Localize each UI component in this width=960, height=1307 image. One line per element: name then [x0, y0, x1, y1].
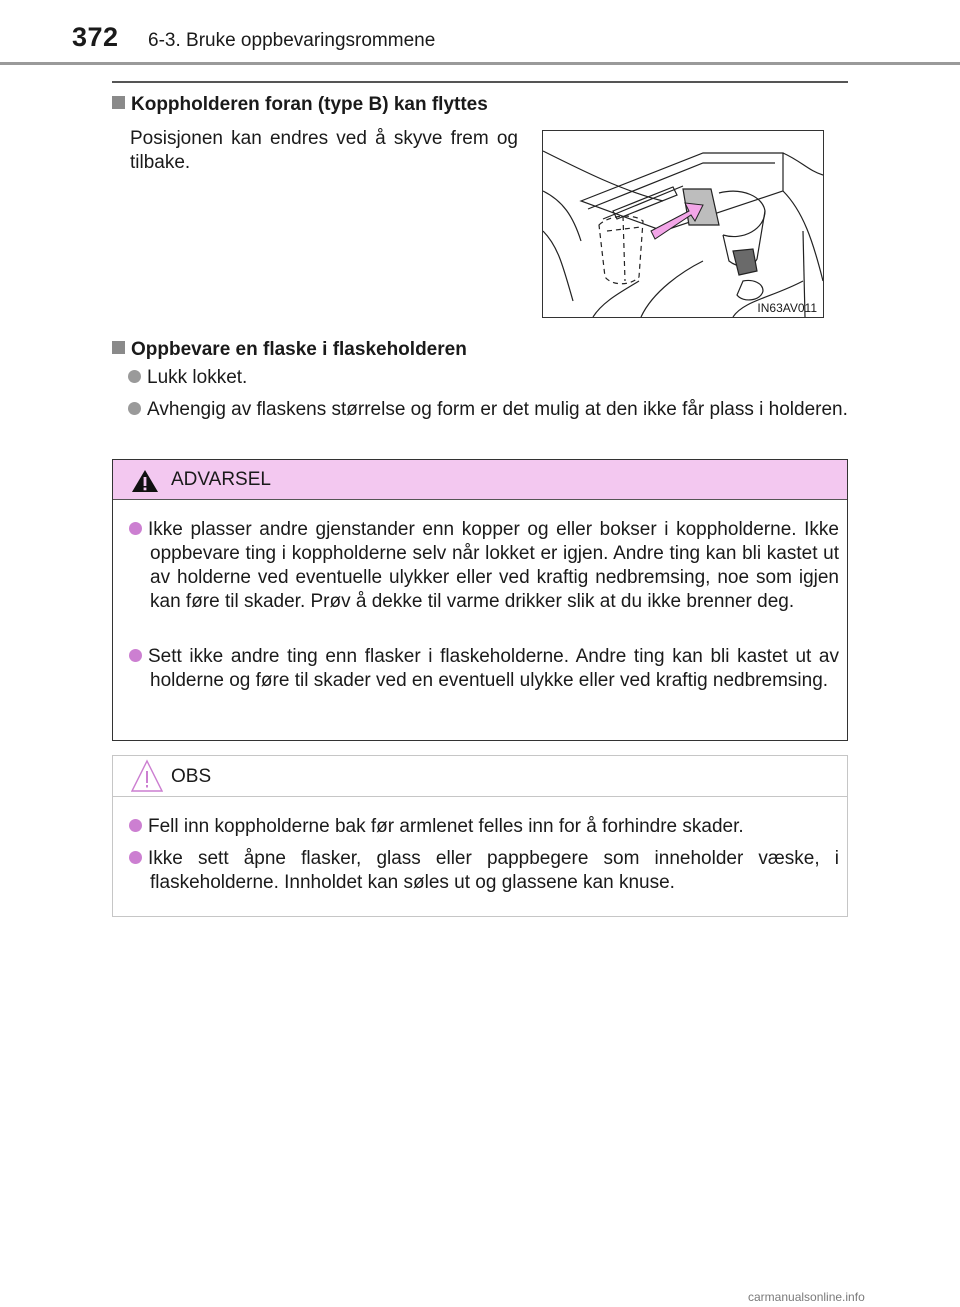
round-bullet-icon: [128, 402, 141, 415]
page-header: [0, 0, 960, 70]
notice-item-text: Fell inn koppholderne bak før armlenet felles inn for å forhindre skader.: [148, 816, 744, 837]
round-bullet-icon: [129, 851, 142, 864]
section1-body: Posisjonen kan endres ved å skyve frem og tilbake.: [130, 128, 518, 173]
figure-code: IN63AV011: [757, 301, 817, 315]
notice-item-2: [129, 847, 839, 895]
section2-bullet-1: [128, 366, 848, 390]
slide-direction-arrow-icon: [651, 203, 703, 239]
warning-item-2: [129, 645, 839, 693]
caution-triangle-outline-icon: [131, 759, 163, 793]
warning-item-text: Sett ikke andre ting enn flasker i flaskeholderne. Andre ting kan bli kastet ut av holderne og føre til skader ved en eventuell ulykke eller ved kraftig nedbremsing.: [148, 646, 839, 691]
warning-triangle-icon: [131, 469, 159, 493]
bullet-text: Avhengig av flaskens størrelse og form er det mulig at den ikke får plass i holderen.: [147, 399, 848, 420]
section2-heading: [112, 339, 467, 361]
warning-item-text: Ikke plasser andre gjenstander enn kopper og eller bokser i koppholderne. Ikke oppbevare ting i koppholderne selv når lokket er igjen. Andre ting kan bli kastet ut av holderne ved eventuelle ulykker eller ved kraftig nedbremsing, noe som igjen kan føre til skader. Prøv å dekke til varme drikker slik at du ikke brenner deg.: [148, 519, 839, 612]
notice-item-1: [129, 815, 839, 839]
warning-header: [113, 460, 847, 500]
section1-heading: [112, 94, 488, 116]
section-title: 6-3. Bruke oppbevaringsrommene: [148, 30, 436, 51]
square-bullet-icon: [112, 96, 125, 109]
header-divider: [0, 62, 960, 65]
section2-heading-text: Oppbevare en flaske i flaskeholderen: [131, 339, 467, 360]
warning-title: ADVARSEL: [171, 469, 271, 490]
round-bullet-icon: [129, 522, 142, 535]
notice-title: OBS: [171, 766, 212, 787]
cup-holder-illustration: [542, 130, 824, 318]
bullet-text: Lukk lokket.: [147, 367, 248, 388]
notice-header: [113, 756, 847, 797]
round-bullet-icon: [129, 649, 142, 662]
watermark: carmanualsonline.info: [748, 1290, 865, 1304]
round-bullet-icon: [129, 819, 142, 832]
notice-box: [112, 755, 848, 917]
content-divider: [112, 81, 848, 83]
section1-heading-text: Koppholderen foran (type B) kan flyttes: [131, 94, 488, 115]
cup-holder-drawing: [543, 131, 823, 317]
warning-box: [112, 459, 848, 741]
square-bullet-icon: [112, 341, 125, 354]
section2-bullet-2: [128, 398, 848, 422]
notice-item-text: Ikke sett åpne flasker, glass eller pappbegere som inneholder væske, i flaskeholderne. Innholdet kan søles ut og glassene kan knuse.: [148, 848, 839, 893]
warning-item-1: [129, 518, 839, 614]
page-number: 372: [72, 22, 119, 52]
round-bullet-icon: [128, 370, 141, 383]
